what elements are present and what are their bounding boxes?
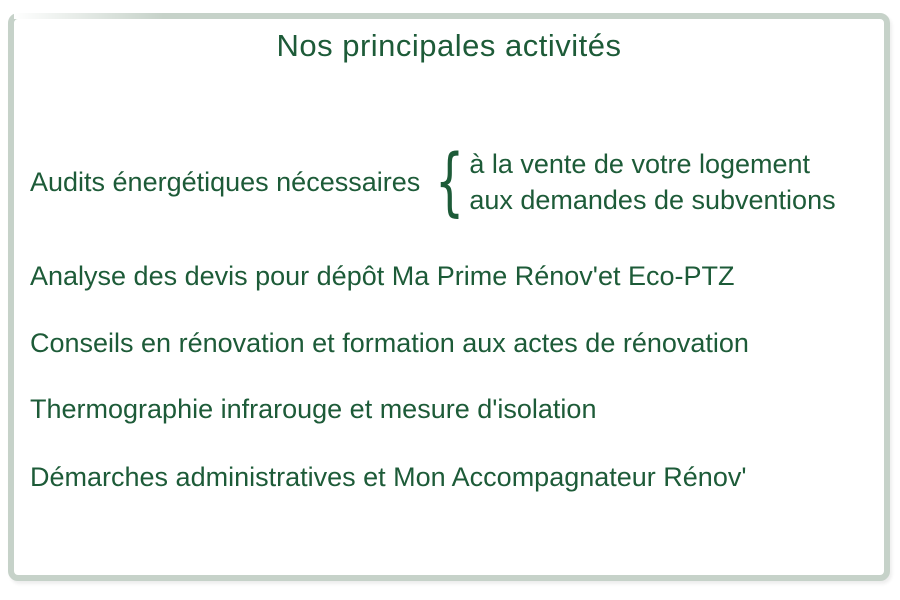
activity-item-administrative: Démarches administratives et Mon Accompagnateur Rénov' [30,462,747,492]
page-title: Nos principales activités [276,28,622,63]
activity-item-renovation-advice: Conseils en rénovation et formation aux actes de rénovation [30,328,749,358]
curly-brace-glyph: { [435,139,465,225]
slide-frame [8,13,890,581]
audit-option-subsidies: aux demandes de subventions [469,185,836,215]
activity-item-devis-analysis: Analyse des devis pour dépôt Ma Prime Rénov'et Eco-PTZ [30,261,735,291]
audit-option-sale: à la vente de votre logement [469,149,811,179]
activity-item-thermography: Thermographie infrarouge et mesure d'isolation [30,394,597,424]
activity-audits-row [30,141,836,223]
audit-options-group [469,146,835,218]
activity-audits-label: Audits énergétiques nécessaires [30,166,421,197]
